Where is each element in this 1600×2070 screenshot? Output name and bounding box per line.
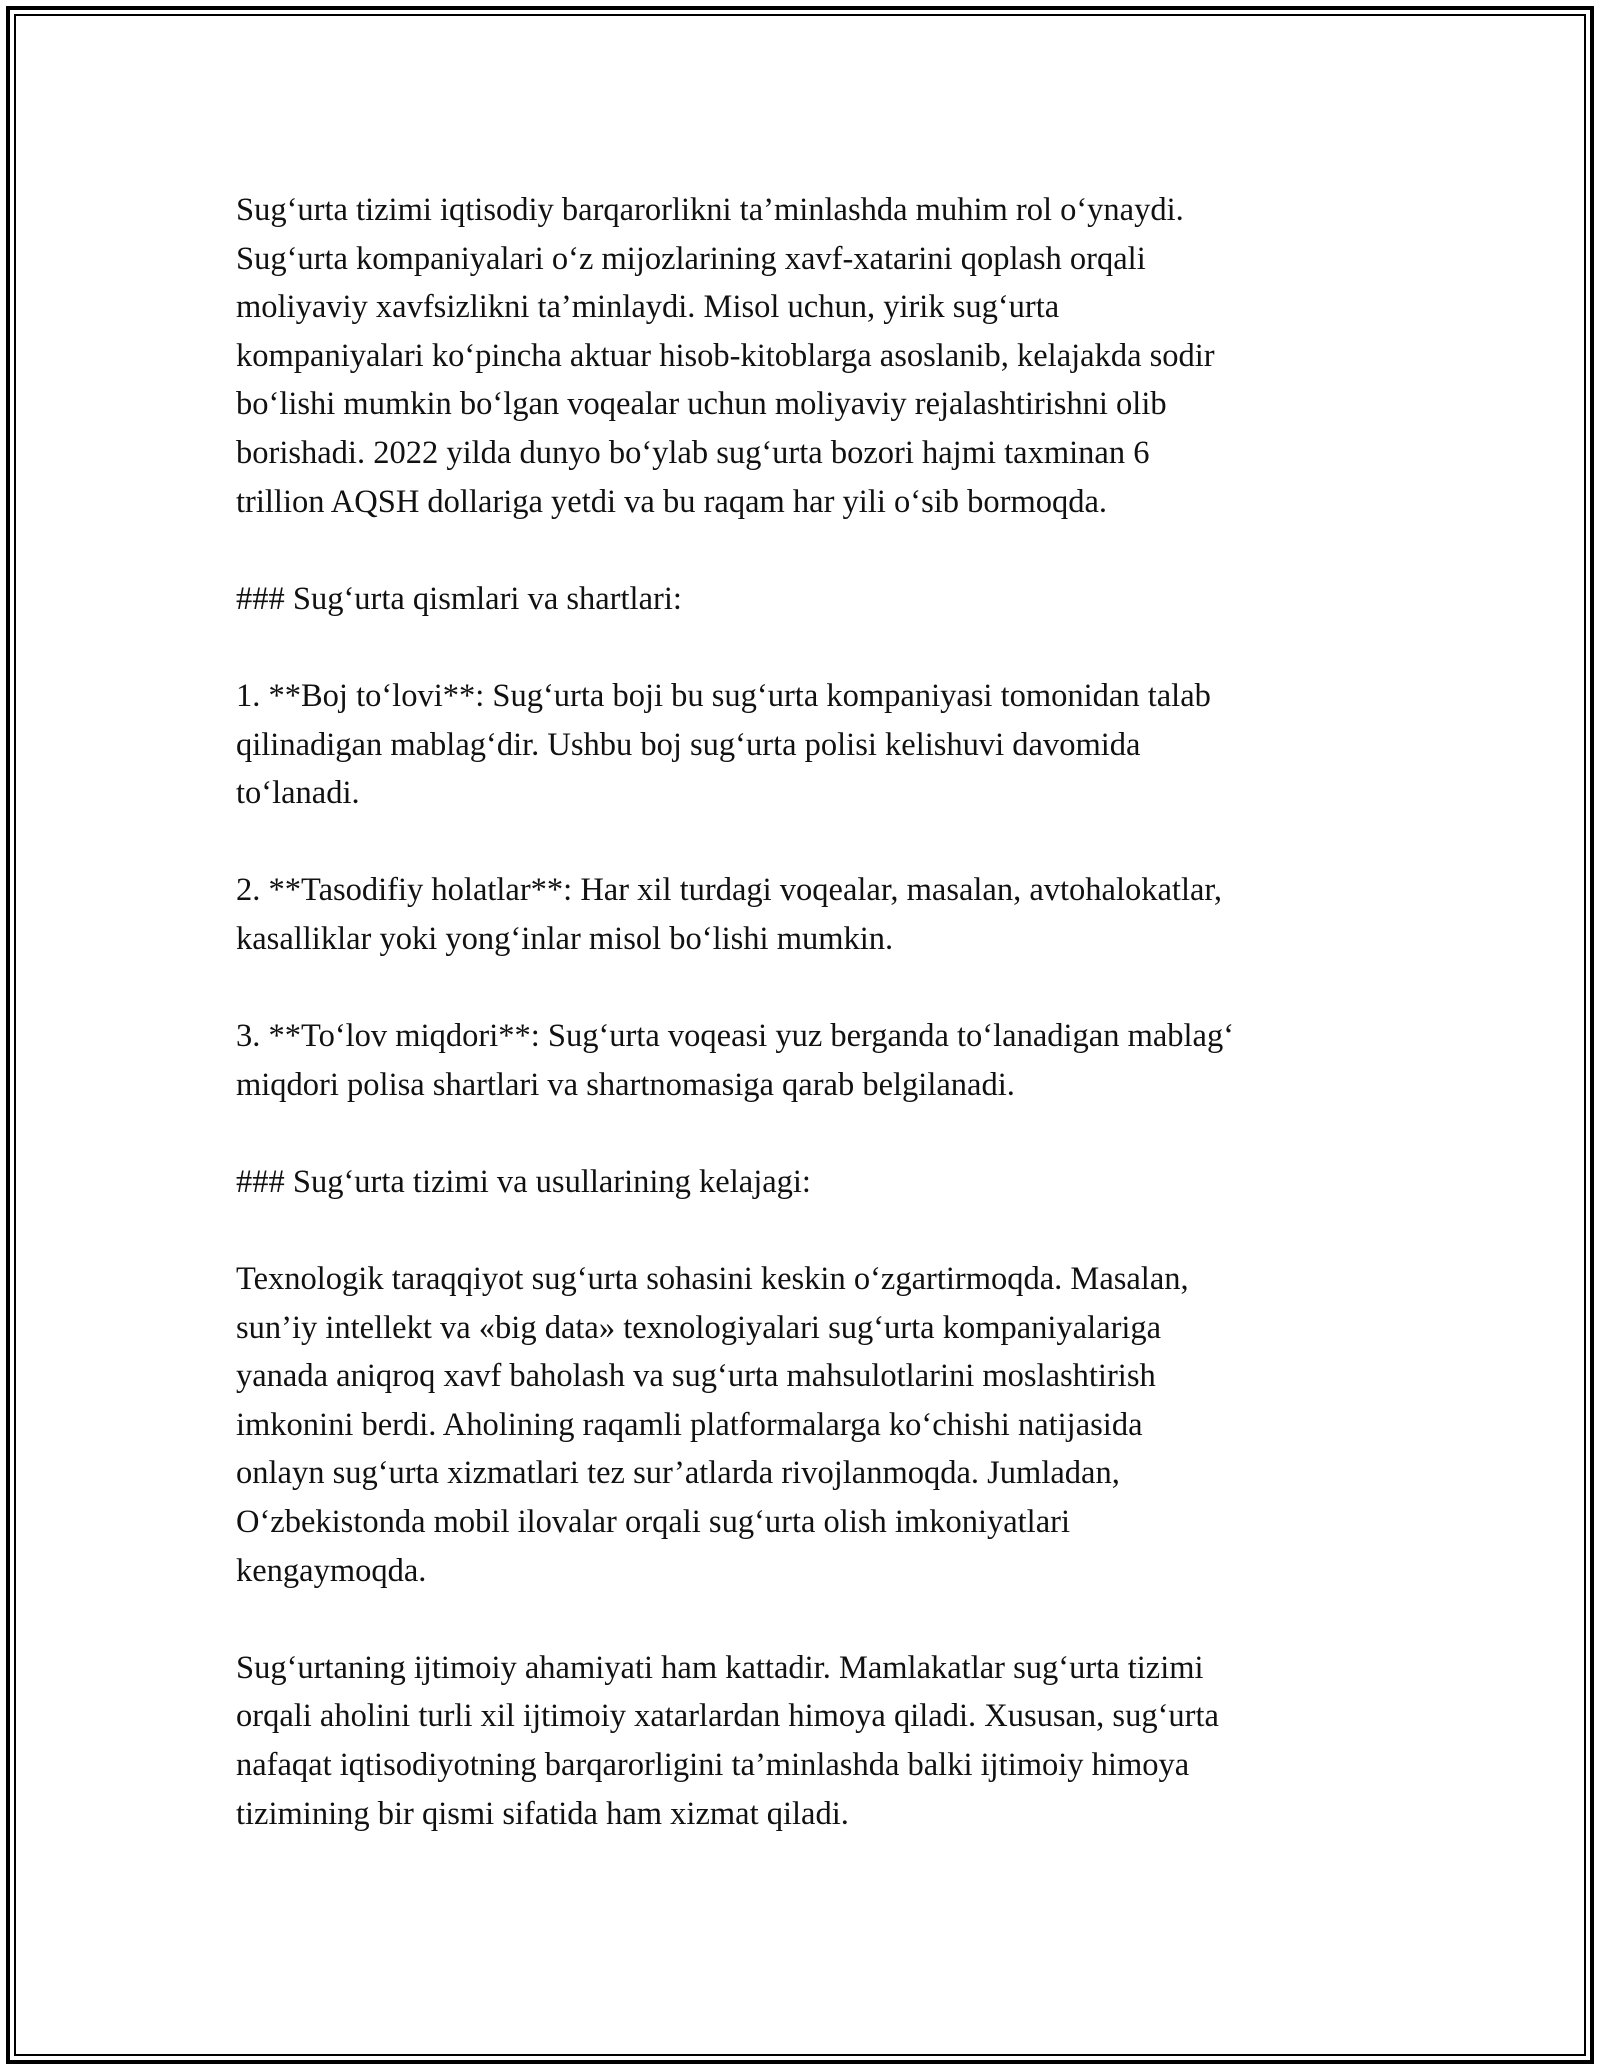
paragraph-intro: Sug‘urta tizimi iqtisodiy barqarorlikni ta’minlashda muhim rol o‘ynaydi. Sug‘urta kompaniyalari o‘z mijozlarining xavf-xatarini qoplash orqali moliyaviy xavfsizlikni ta’minlaydi. Misol uchun, yirik sug‘urta kompaniyalari ko‘pincha aktuar hisob-kitoblarga asoslanib, kelajakda sodir bo‘lishi mumkin bo‘lgan voqealar uchun moliyaviy rejalashtirishni olib borishadi. 2022 yilda dunyo bo‘ylab sug‘urta bozori hajmi taxminan 6 trillion AQSH dollariga yetdi va bu raqam har yili o‘sib bormoqda. (236, 192, 1215, 520)
list-item-contingencies: 2. **Tasodifiy holatlar**: Har xil turdagi voqealar, masalan, avtohalokatlar, kasalliklar yoki yong‘inlar misol bo‘lishi mumkin. (236, 872, 1223, 957)
document-body (236, 186, 1386, 1838)
list-item-premium: 1. **Boj to‘lovi**: Sug‘urta boji bu sug‘urta kompaniyasi tomonidan talab qilinadigan mablag‘dir. Ushbu boj sug‘urta polisi kelishuvi davomida to‘lanadi. (236, 677, 1211, 812)
paragraph-technology: Texnologik taraqqiyot sug‘urta sohasini keskin o‘zgartirmoqda. Masalan, sun’iy intellekt va «big data» texnologiyalari sug‘urta kompaniyalariga yanada aniqroq xavf baholash va sug‘urta mahsulotlarini moslashtirish imkonini berdi. Aholining raqamli platformalarga ko‘chishi natijasida onlayn sug‘urta xizmatlari tez sur’atlarda rivojlanmoqda. Jumladan, O‘zbekistonda mobil ilovalar orqali sug‘urta olish imkoniyatlari kengaymoqda. (236, 1261, 1189, 1589)
list-item-payout: 3. **To‘lov miqdori**: Sug‘urta voqeasi yuz berganda to‘lanadigan mablag‘ miqdori polisa shartlari va shartnomasiga qarab belgilanadi. (236, 1018, 1235, 1103)
heading-insurance-parts: ### Sug‘urta qismlari va shartlari: (236, 580, 682, 617)
heading-future: ### Sug‘urta tizimi va usullarining kelajagi: (236, 1163, 811, 1200)
paragraph-social: Sug‘urtaning ijtimoiy ahamiyati ham kattadir. Mamlakatlar sug‘urta tizimi orqali aholini turli xil ijtimoiy xatarlardan himoya qiladi. Xususan, sug‘urta nafaqat iqtisodiyotning barqarorligini ta’minlashda balki ijtimoiy himoya tizimining bir qismi sifatida ham xizmat qiladi. (236, 1649, 1219, 1832)
